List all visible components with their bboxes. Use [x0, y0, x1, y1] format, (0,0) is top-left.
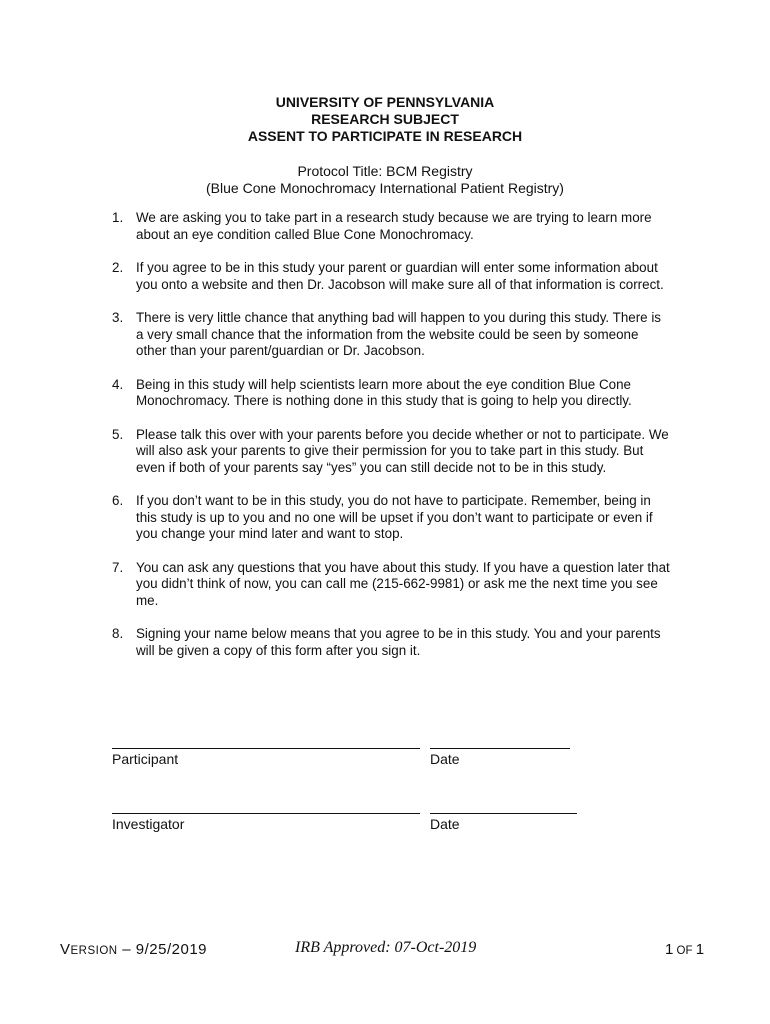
investigator-date-label: Date [430, 816, 460, 832]
list-item [112, 210, 672, 243]
item-number: 6. [112, 493, 124, 508]
item-text: If you don’t want to be in this study, you do not have to participate. Remember, being in this study is up to you and no one will be upset if you don’t want to participate or even if you change your mind later and want to stop. [136, 493, 653, 541]
protocol-title: Protocol Title: BCM Registry [297, 163, 473, 179]
university-name: UNIVERSITY OF PENNSYLVANIA [275, 94, 495, 110]
item-number: 3. [112, 310, 124, 325]
participant-signature-line[interactable] [112, 748, 420, 749]
item-number: 5. [112, 426, 124, 442]
assent-items-list [112, 210, 672, 676]
list-item [112, 626, 672, 659]
version-footer [60, 941, 207, 958]
assent-title: ASSENT TO PARTICIPATE IN RESEARCH [247, 128, 523, 144]
page-current: 1 [665, 941, 674, 958]
list-item [112, 377, 672, 410]
participant-label: Participant [112, 751, 179, 767]
participant-date-label: Date [430, 751, 460, 767]
list-item [112, 560, 672, 610]
protocol-block [0, 163, 770, 197]
item-number: 4. [112, 376, 124, 392]
version-initial: V [60, 941, 71, 958]
list-item [112, 427, 672, 477]
version-date: – 9/25/2019 [117, 941, 208, 958]
item-number: 7. [112, 559, 124, 575]
irb-approval-stamp: IRB Approved: 07-Oct-2019 [295, 939, 477, 956]
item-number: 8. [112, 626, 124, 641]
item-number: 1. [112, 210, 124, 225]
participant-date-line[interactable] [430, 748, 570, 749]
investigator-date-line[interactable] [430, 813, 577, 814]
item-text: Please talk this over with your parents before you decide whether or not to participate. We will also ask your parents to give their permission for you to take part in this study. But even if both of your parents say “yes” you can still decide not to be in this study. [136, 426, 669, 475]
page-total: 1 [695, 941, 705, 958]
item-text: Being in this study will help scientists learn more about the eye condition Blue Cone Monochromacy. There is nothing done in this study that is going to help you directly. [136, 376, 632, 408]
protocol-subtitle: (Blue Cone Monochromacy International Patient Registry) [206, 180, 564, 196]
research-subject-heading: RESEARCH SUBJECT [311, 111, 459, 127]
item-number: 2. [112, 260, 124, 275]
item-text: Signing your name below means that you agree to be in this study. You and your parents will be given a copy of this form after you sign it. [136, 626, 661, 658]
item-text: We are asking you to take part in a research study because we are trying to learn more about an eye condition called Blue Cone Monochromacy. [136, 210, 652, 242]
item-text: There is very little chance that anything bad will happen to you during this study. There is a very small chance that the information from the website could be seen by someone other than your parent/guardian or Dr. Jacobson. [136, 310, 662, 358]
investigator-label: Investigator [112, 816, 185, 832]
version-smallcaps: ERSION [70, 945, 118, 957]
document-header [0, 94, 770, 145]
item-text: If you agree to be in this study your parent or guardian will enter some information about you onto a website and then Dr. Jacobson will make sure all of that information is correct. [136, 260, 664, 292]
page-number [665, 941, 704, 958]
item-text: You can ask any questions that you have about this study. If you have a question later that you didn’t think of now, you can call me (215-662-9981) or ask me the next time you see me. [136, 559, 670, 608]
investigator-signature-line[interactable] [112, 813, 420, 814]
page-of: OF [673, 945, 696, 957]
list-item [112, 493, 672, 543]
list-item [112, 310, 672, 360]
list-item [112, 260, 672, 293]
